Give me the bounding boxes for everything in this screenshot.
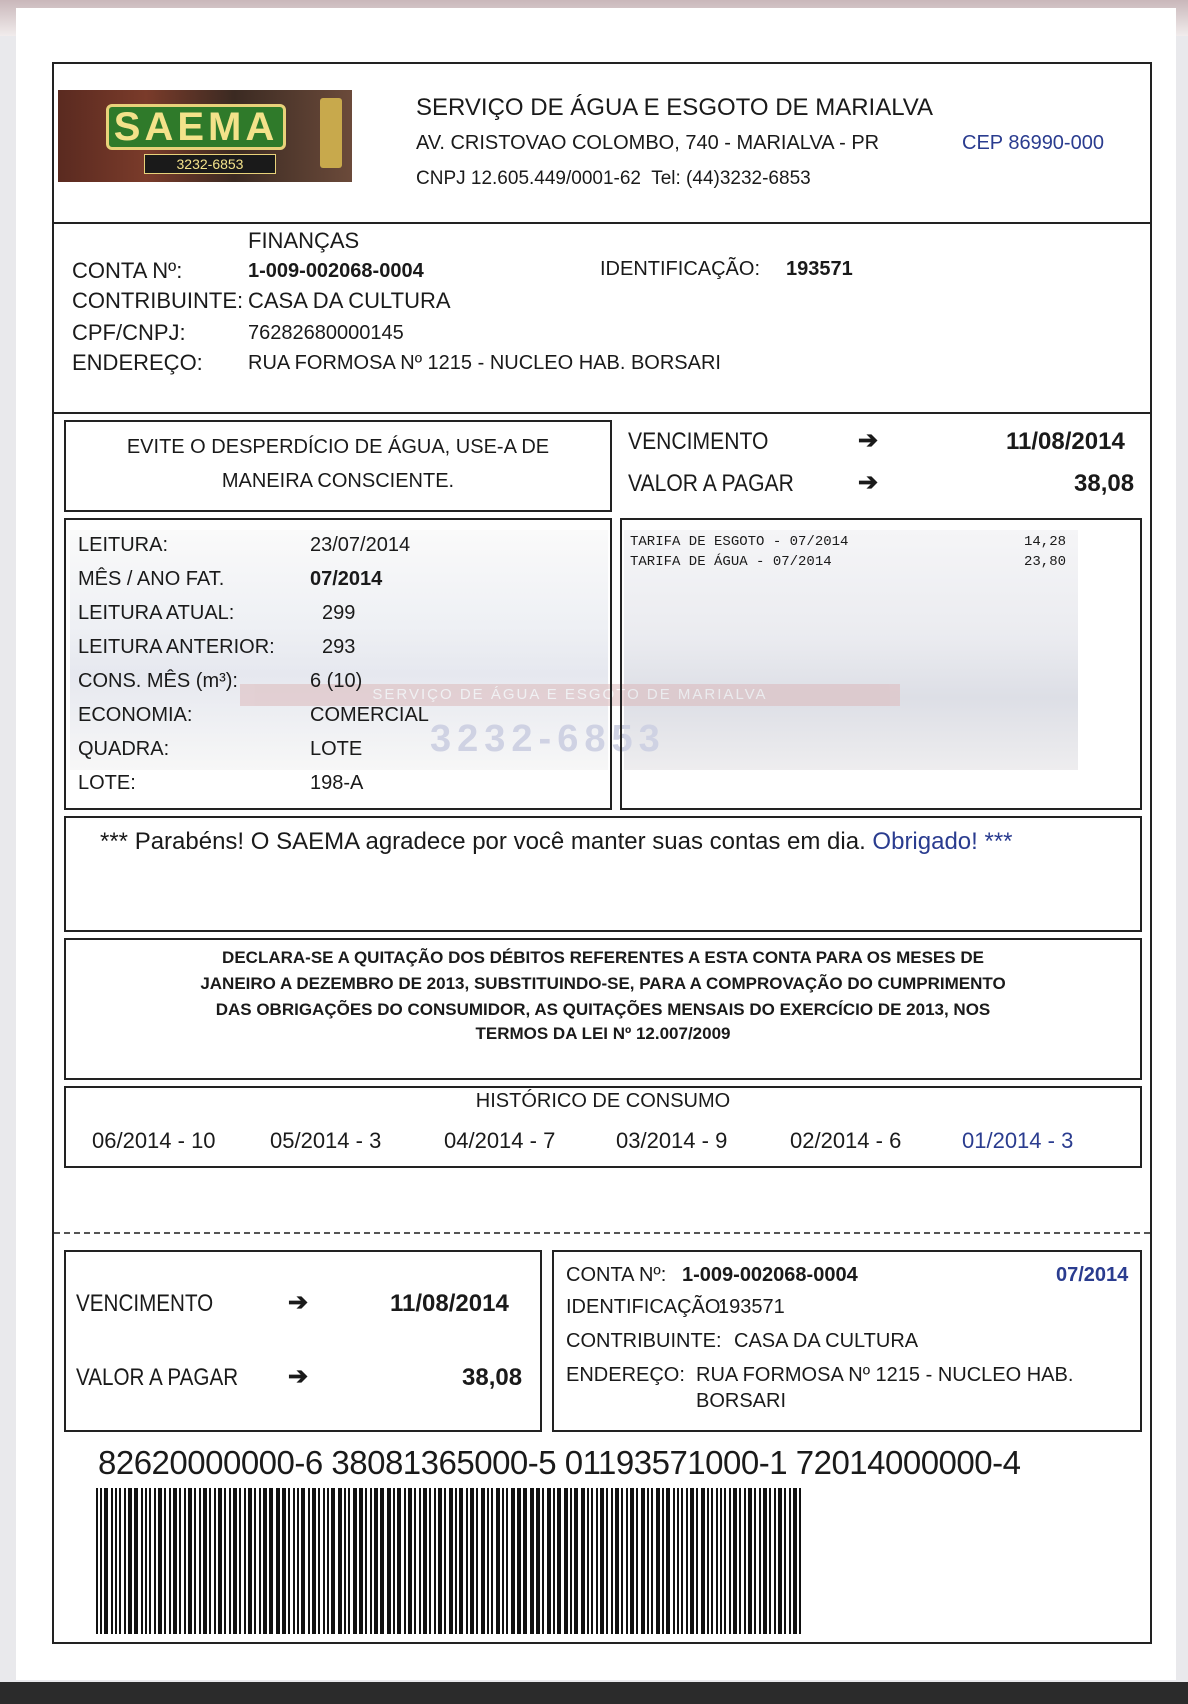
stub-valor-value: 38,08 bbox=[462, 1364, 523, 1391]
reading-label: MÊS / ANO FAT. bbox=[78, 568, 225, 590]
stub-contribuinte-value: CASA DA CULTURA bbox=[734, 1330, 919, 1352]
company-cep: CEP 86990-000 bbox=[962, 132, 1104, 154]
thanks-message-main: *** Parabéns! O SAEMA agradece por você manter suas contas em dia. bbox=[100, 828, 866, 855]
reading-label: ECONOMIA: bbox=[78, 704, 193, 726]
declaration-line-1: DECLARA-SE A QUITAÇÃO DOS DÉBITOS REFERENTES A ESTA CONTA PARA OS MESES DE bbox=[222, 948, 984, 967]
conta-label: CONTA Nº: bbox=[72, 258, 183, 283]
reading-value: COMERCIAL bbox=[310, 704, 429, 726]
history-title: HISTÓRICO DE CONSUMO bbox=[475, 1090, 731, 1112]
bill-outer-frame bbox=[52, 62, 1152, 1644]
declaration-line-4: TERMOS DA LEI Nº 12.007/2009 bbox=[475, 1024, 731, 1043]
contribuinte-label: CONTRIBUINTE: bbox=[72, 288, 244, 313]
notice-line-1: EVITE O DESPERDÍCIO DE ÁGUA, USE-A DE bbox=[126, 436, 550, 458]
cpf-value: 76282680000145 bbox=[248, 322, 404, 344]
endereco-label: ENDEREÇO: bbox=[72, 350, 203, 375]
vencimento-arrow-icon: ➔ bbox=[858, 427, 879, 454]
stub-valor-arrow-icon: ➔ bbox=[288, 1363, 309, 1390]
valor-label: VALOR A PAGAR bbox=[628, 470, 794, 497]
watermark-band-text: SERVIÇO DE ÁGUA E ESGOTO DE MARIALVA bbox=[372, 686, 768, 703]
history-item: 03/2014 - 9 bbox=[616, 1128, 728, 1153]
history-item: 05/2014 - 3 bbox=[270, 1128, 382, 1153]
reading-value: 198-A bbox=[310, 772, 364, 794]
stub-endereco-value: RUA FORMOSA Nº 1215 - NUCLEO HAB. bbox=[696, 1364, 1074, 1386]
company-cnpj-tel: CNPJ 12.605.449/0001-62 Tel: (44)3232-6853 bbox=[416, 168, 811, 189]
stub-valor-label: VALOR A PAGAR bbox=[76, 1364, 239, 1391]
declaration-line-2: JANEIRO A DEZEMBRO DE 2013, SUBSTITUINDO-SE, PARA A COMPROVAÇÃO DO CUMPRIMENTO bbox=[200, 974, 1006, 993]
reading-value: 07/2014 bbox=[310, 568, 383, 590]
vencimento-value: 11/08/2014 bbox=[1006, 428, 1125, 455]
stub-identificacao-value: 193571 bbox=[718, 1296, 785, 1318]
history-item: 02/2014 - 6 bbox=[790, 1128, 902, 1153]
reading-label: LOTE: bbox=[78, 772, 136, 794]
notice-line-2: MANEIRA CONSCIENTE. bbox=[221, 470, 455, 492]
conta-value: 1-009-002068-0004 bbox=[248, 260, 424, 282]
company-address: AV. CRISTOVAO COLOMBO, 740 - MARIALVA - PR bbox=[416, 132, 880, 154]
reading-value: 299 bbox=[322, 602, 356, 624]
stub-vencimento-label: VENCIMENTO bbox=[76, 1290, 214, 1317]
vencimento-label: VENCIMENTO bbox=[628, 428, 769, 455]
scan-bottom-edge bbox=[0, 1682, 1188, 1704]
reading-value: 23/07/2014 bbox=[310, 534, 411, 556]
stub-conta-value: 1-009-002068-0004 bbox=[682, 1264, 858, 1286]
reading-value: 293 bbox=[322, 636, 356, 658]
logo-phone: 3232-6853 bbox=[144, 154, 276, 174]
tariff-label: TARIFA DE ÁGUA - 07/2014 bbox=[630, 554, 832, 570]
valor-arrow-icon: ➔ bbox=[858, 469, 879, 496]
stub-endereco-value-2: BORSARI bbox=[696, 1390, 787, 1412]
stub-endereco-label: ENDEREÇO: bbox=[566, 1364, 685, 1386]
reading-value: 6 (10) bbox=[310, 670, 363, 692]
tariff-label: TARIFA DE ESGOTO - 07/2014 bbox=[630, 534, 849, 550]
reading-label: QUADRA: bbox=[78, 738, 170, 760]
reading-label: LEITURA ANTERIOR: bbox=[78, 636, 275, 658]
history-item: 01/2014 - 3 bbox=[962, 1128, 1074, 1153]
history-item: 04/2014 - 7 bbox=[444, 1128, 556, 1153]
history-item: 06/2014 - 10 bbox=[92, 1128, 216, 1153]
reading-value: LOTE bbox=[310, 738, 363, 760]
barcode-digits: 82620000000-6 38081365000-5 01193571000-1 72014000000-4 bbox=[98, 1444, 1021, 1481]
company-name: SERVIÇO DE ÁGUA E ESGOTO DE MARIALVA bbox=[416, 94, 934, 121]
stub-identificacao-label: IDENTIFICAÇÃO: bbox=[566, 1296, 727, 1318]
contribuinte-value: CASA DA CULTURA bbox=[248, 288, 451, 313]
declaration-line-3: DAS OBRIGAÇÕES DO CONSUMIDOR, AS QUITAÇÕES MENSAIS DO EXERCÍCIO DE 2013, NOS bbox=[215, 1000, 991, 1019]
stub-period: 07/2014 bbox=[1056, 1264, 1129, 1286]
watermark-phone: 3232-6853 bbox=[430, 718, 666, 760]
stub-conta-label: CONTA Nº: bbox=[566, 1264, 667, 1286]
identificacao-value: 193571 bbox=[786, 258, 853, 280]
thanks-message-end: Obrigado! *** bbox=[872, 828, 1013, 855]
valor-value: 38,08 bbox=[1074, 470, 1135, 497]
reading-label: LEITURA ATUAL: bbox=[78, 602, 235, 624]
stub-vencimento-value: 11/08/2014 bbox=[390, 1290, 509, 1317]
tariff-value: 23,80 bbox=[1024, 554, 1067, 570]
stub-contribuinte-label: CONTRIBUINTE: bbox=[566, 1330, 722, 1352]
logo-wordmark: SAEMA bbox=[106, 104, 286, 150]
cpf-label: CPF/CNPJ: bbox=[72, 320, 186, 345]
reading-label: LEITURA: bbox=[78, 534, 169, 556]
reading-label: CONS. MÊS (m³): bbox=[78, 670, 238, 692]
tariff-value: 14,28 bbox=[1024, 534, 1067, 550]
identificacao-label: IDENTIFICAÇÃO: bbox=[600, 258, 761, 280]
endereco-value: RUA FORMOSA Nº 1215 - NUCLEO HAB. BORSARI bbox=[248, 352, 721, 374]
stub-vencimento-arrow-icon: ➔ bbox=[288, 1289, 309, 1316]
finance-section-label: FINANÇAS bbox=[248, 228, 360, 253]
